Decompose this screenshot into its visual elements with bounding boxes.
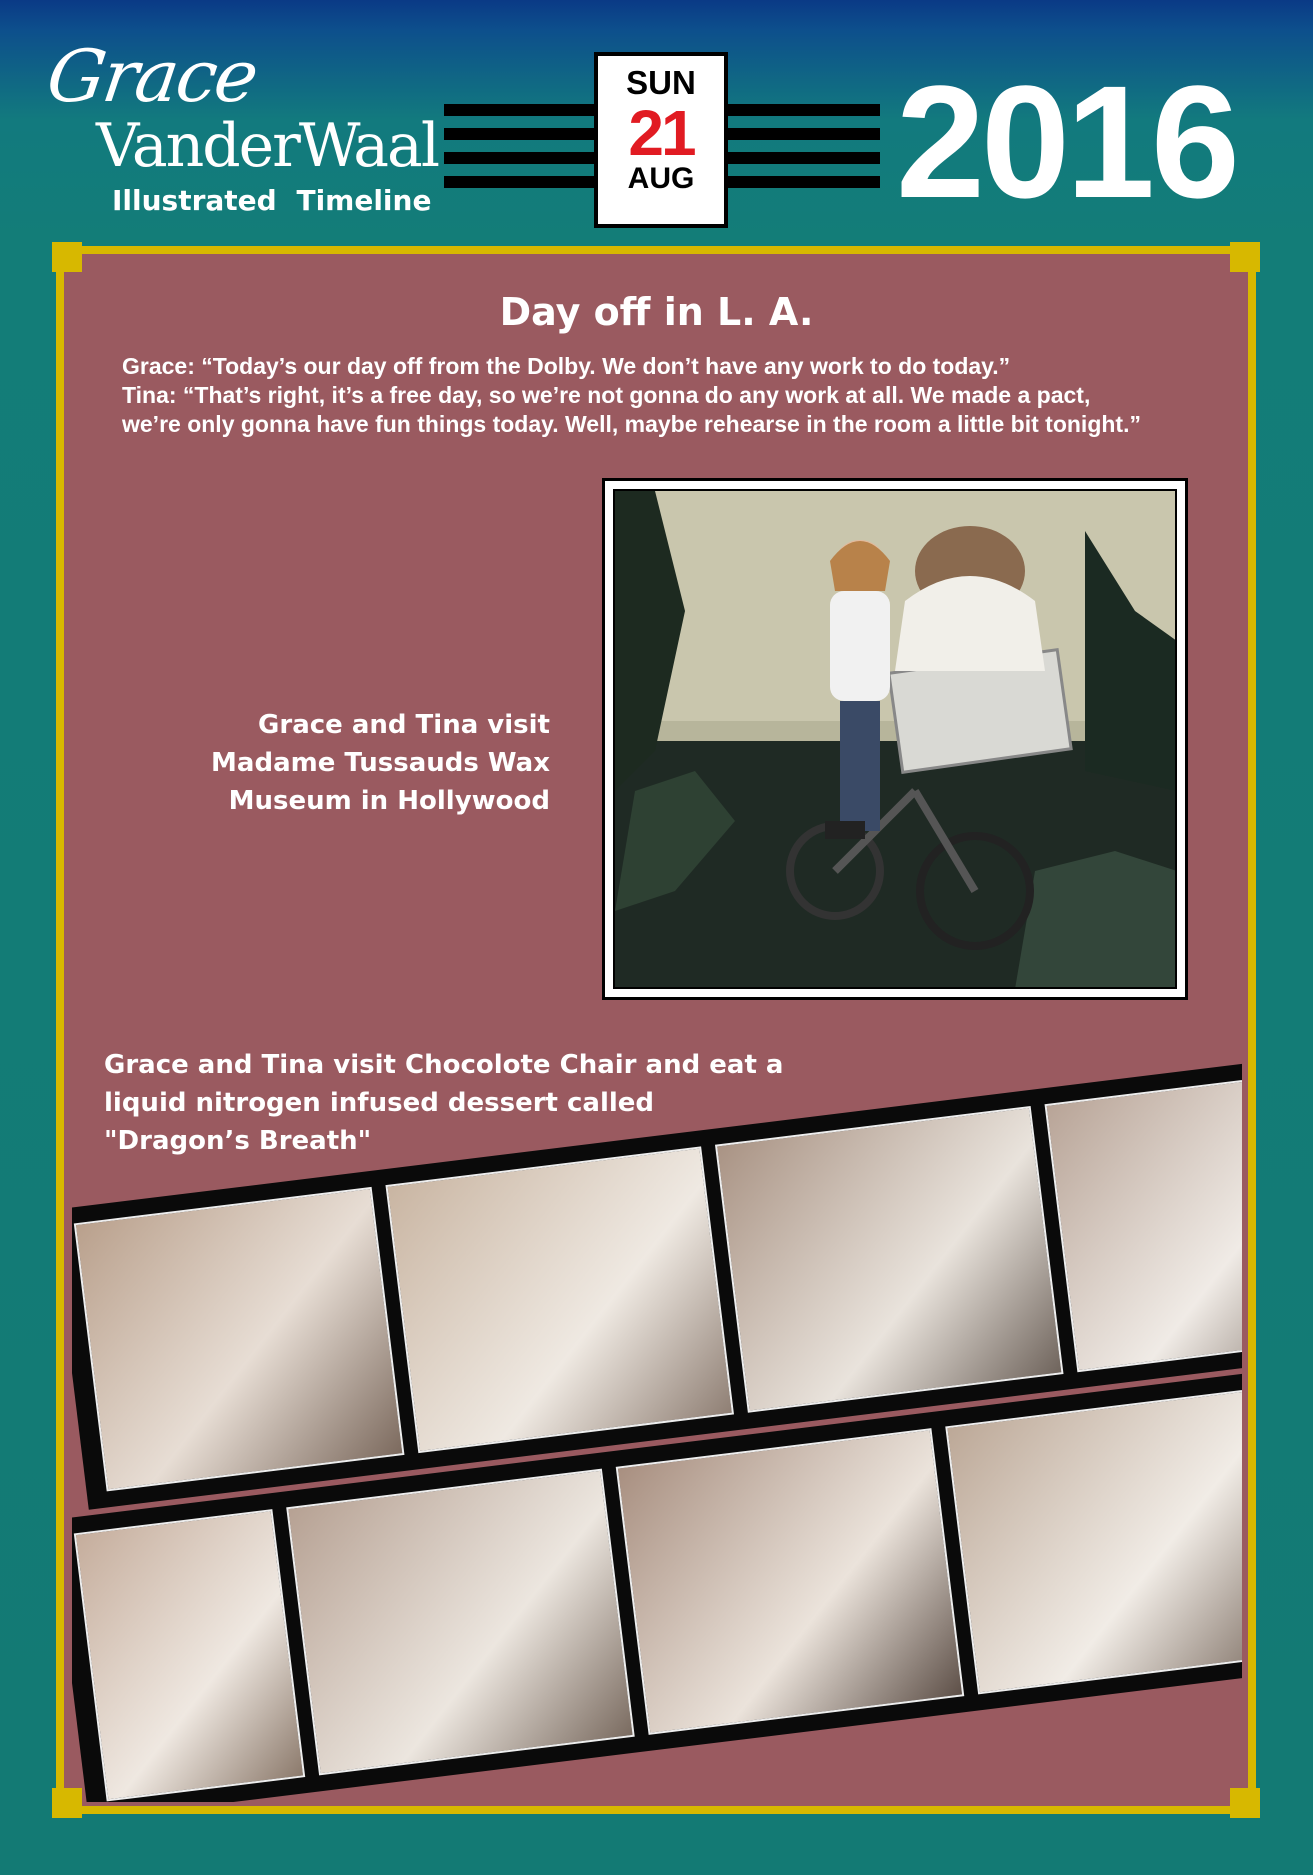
dessert-caption-line: Grace and Tina visit Chocolote Chair and eat a: [104, 1050, 784, 1080]
quote-line: Grace: “Today’s our day off from the Dolby. We don’t have any work to do today.”: [122, 353, 1011, 379]
film-frame-photo: [616, 1428, 965, 1735]
year-heading: 2016: [896, 52, 1236, 231]
frame-corner: [52, 242, 82, 272]
museum-caption-line: Museum in Hollywood: [228, 786, 550, 816]
brand-grace-script: Grace: [42, 34, 262, 118]
film-frame-photo: [385, 1146, 734, 1453]
dessert-caption-line: "Dragon’s Breath": [104, 1126, 372, 1156]
museum-photo-image: [613, 489, 1177, 989]
museum-photo: [602, 478, 1188, 1000]
film-frame-photo: [945, 1388, 1242, 1695]
film-frame-photo: [286, 1469, 635, 1776]
museum-caption-line: Madame Tussauds Wax: [211, 748, 550, 778]
calendar-date-badge: [594, 52, 728, 228]
page-title: Day off in L. A.: [499, 290, 814, 334]
film-frame-photo: [74, 1509, 305, 1801]
dessert-caption-line: liquid nitrogen infused dessert called: [104, 1088, 655, 1118]
calendar-month: AUG: [627, 162, 695, 195]
quote-line: Tina: “That’s right, it’s a free day, so we’re not gonna do any work at all. We made a pact,: [122, 382, 1091, 408]
et-bicycle-scene-image: [615, 491, 1177, 989]
calendar-weekday: SUN: [626, 64, 696, 101]
museum-caption: [196, 706, 550, 820]
dessert-caption: [104, 1046, 824, 1160]
frame-corner: [1230, 242, 1260, 272]
museum-caption-line: Grace and Tina visit: [258, 710, 550, 740]
brand-subtitle: Illustrated Timeline: [112, 184, 432, 217]
quote-line: we’re only gonna have fun things today. Well, maybe rehearse in the room a little bit tonight.”: [122, 411, 1141, 437]
film-frame-photo: [74, 1187, 405, 1492]
brand-vanderwaal: VanderWaal: [96, 111, 439, 181]
film-strip-collage: [72, 1050, 1242, 1802]
film-frame-photo: [1045, 1068, 1242, 1373]
calendar-day: 21: [628, 97, 694, 169]
